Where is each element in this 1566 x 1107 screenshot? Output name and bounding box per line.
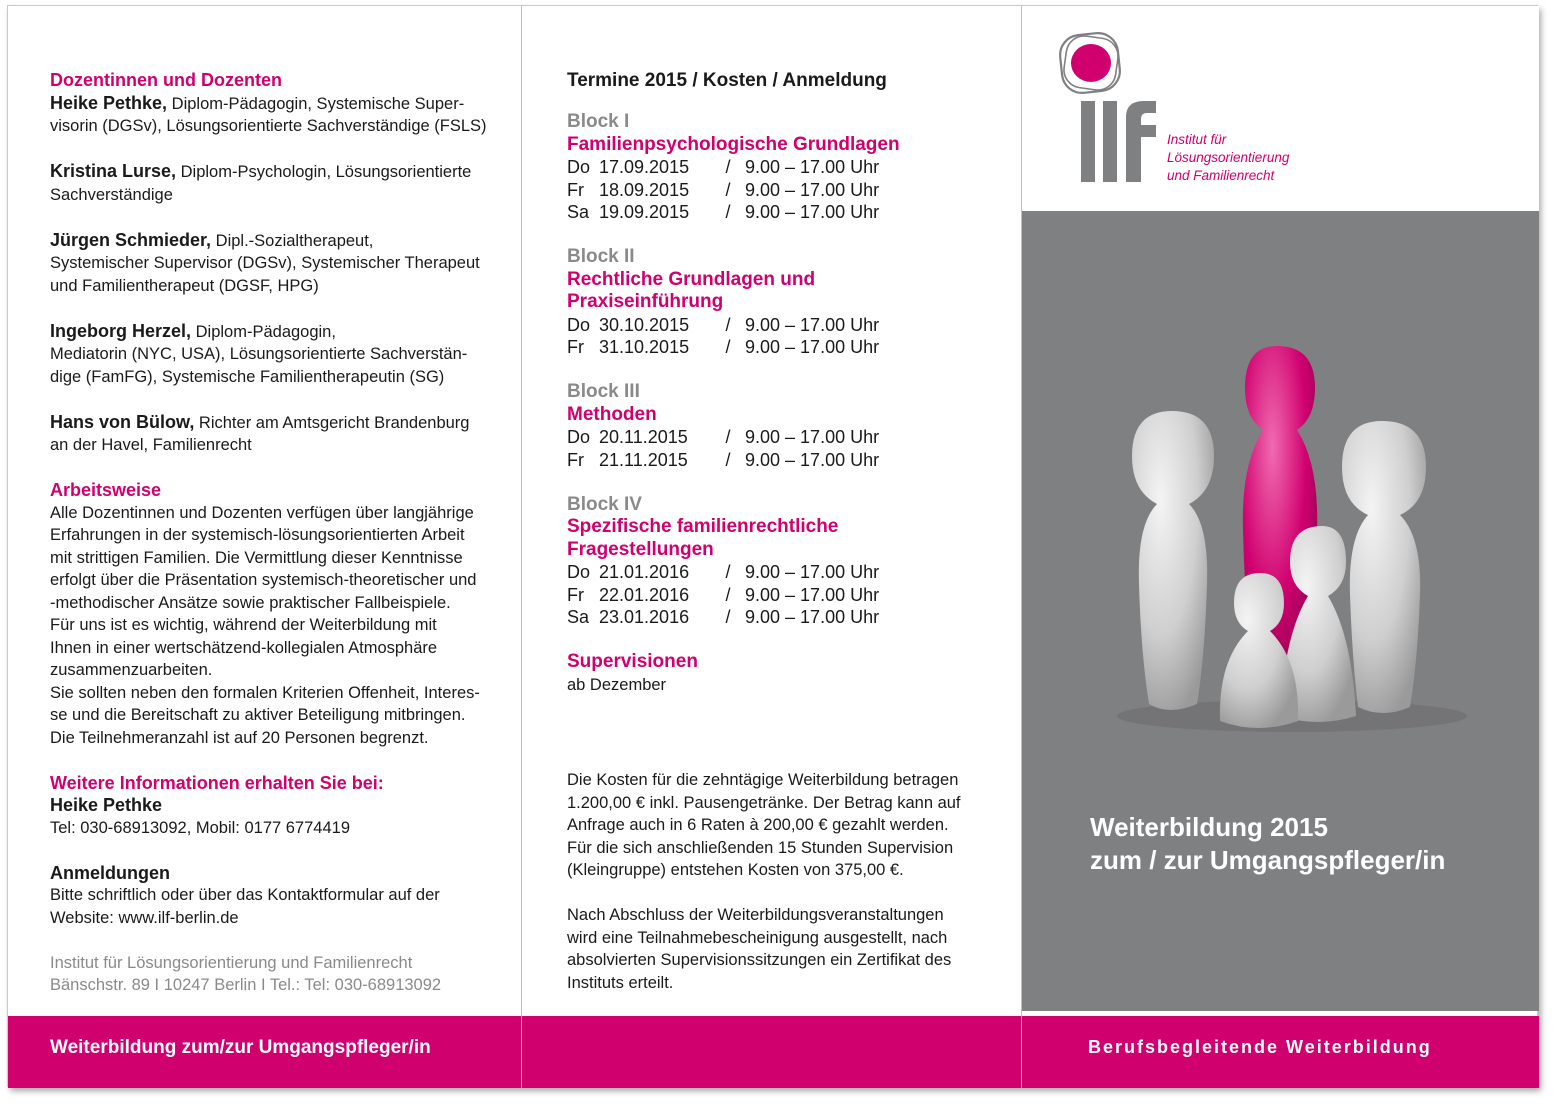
- date-value: 30.10.2015: [599, 314, 690, 335]
- date-time: 9.00 – 17.00 Uhr: [745, 607, 880, 627]
- date-value: 22.01.2016: [599, 584, 690, 605]
- date-row: [567, 606, 1011, 629]
- brochure-sheet: [7, 5, 1538, 1087]
- lecturer-entry: [50, 229, 497, 298]
- certificate-line: wird eine Teilnahmebescheinigung ausgestellt, nach: [567, 928, 948, 947]
- date-day: Fr: [567, 337, 584, 357]
- lecturer-name: Hans von Bülow,: [50, 411, 195, 432]
- address-line: Institut für Lösungsorientierung und Familienrecht: [50, 953, 413, 972]
- schedule-block: [567, 494, 1011, 629]
- cover-title: [1090, 811, 1445, 877]
- date-row: [567, 156, 1011, 179]
- block-title: Rechtliche Grundlagen und: [567, 268, 816, 290]
- method-line: Für uns ist es wichtig, während der Weiterbildung mit: [50, 616, 437, 634]
- lecturer-desc: visorin (DGSv), Lösungsorientierte Sachverständige (FSLS): [50, 117, 487, 135]
- lecturer-name: Kristina Lurse,: [50, 161, 177, 181]
- method-line: Alle Dozentinnen und Dozenten verfügen über langjährige: [50, 503, 474, 522]
- date-row: [567, 201, 1011, 224]
- date-value: 19.09.2015: [599, 202, 690, 222]
- costs-line: 1.200,00 € inkl. Pausengetränke. Der Betrag kann auf: [567, 793, 961, 812]
- date-day: Fr: [567, 179, 584, 200]
- registration-heading: Anmeldungen: [50, 862, 170, 883]
- registration-text: Bitte schriftlich oder über das Kontaktformular auf der: [50, 886, 440, 904]
- info-heading: Weitere Informationen erhalten Sie bei:: [50, 772, 384, 793]
- date-value: 23.01.2016: [599, 607, 690, 627]
- footer-bar-left: [8, 1016, 521, 1088]
- lecturer-desc: Dipl.-Sozialtherapeut,: [211, 231, 374, 250]
- certificate-line: Nach Abschluss der Weiterbildungsveranstaltungen: [567, 906, 944, 924]
- date-row: [567, 336, 1011, 359]
- panel-lecturers: [8, 6, 522, 1088]
- date-time: 9.00 – 17.00 Uhr: [745, 449, 880, 470]
- date-day: Do: [567, 157, 591, 177]
- date-separator: /: [725, 427, 731, 447]
- method-line: se und die Bereitschaft zu aktiver Beteiligung mitbringen.: [50, 706, 466, 724]
- date-row: [567, 426, 1011, 449]
- lecturer-desc: Systemischer Supervisor (DGSv), Systemischer Therapeut: [50, 254, 480, 272]
- panel1-content: [50, 69, 497, 997]
- date-day: Do: [567, 562, 591, 582]
- lecturer-desc: Mediatorin (NYC, USA), Lösungsorientierte Sachverstän-: [50, 345, 468, 363]
- schedule-block: [567, 111, 1011, 224]
- method-line: mit strittigen Familien. Die Vermittlung dieser Kenntnisse: [50, 548, 463, 567]
- date-time: 9.00 – 17.00 Uhr: [745, 202, 880, 222]
- cover-image-area: [1022, 211, 1539, 1011]
- logo-text-line: und Familienrecht: [1167, 168, 1275, 183]
- schedule-blocks: [567, 111, 1011, 651]
- lecturer-desc: und Familientherapeut (DGSF, HPG): [50, 276, 319, 295]
- date-separator: /: [725, 157, 731, 177]
- supervision-text: ab Dezember: [567, 675, 667, 694]
- method-line: erfolgt über die Präsentation systemisch-theoretischer und: [50, 571, 477, 589]
- date-day: Do: [567, 314, 591, 335]
- schedule-content: [567, 69, 1011, 696]
- info-contact: Tel: 030-68913092, Mobil: 0177 6774419: [50, 818, 350, 837]
- logo-text-line: Lösungsorientierung: [1167, 150, 1290, 165]
- lecturer-desc: Diplom-Pädagogin,: [191, 322, 336, 341]
- costs-section: [567, 769, 1001, 994]
- certificate-text: [567, 904, 1001, 994]
- date-value: 21.01.2016: [599, 562, 690, 582]
- lecturer-name: Ingeborg Herzel,: [50, 320, 192, 341]
- lecturer-name: Jürgen Schmieder,: [50, 229, 212, 250]
- wooden-figures-illustration: [1022, 311, 1539, 871]
- registration-website[interactable]: Website: www.ilf-berlin.de: [50, 908, 239, 927]
- lecturers-heading: Dozentinnen und Dozenten: [50, 70, 282, 90]
- supervision-heading: Supervisionen: [567, 651, 698, 672]
- date-separator: /: [725, 584, 731, 605]
- block-label: Block I: [567, 111, 630, 132]
- date-separator: /: [725, 607, 731, 627]
- method-line: Sie sollten neben den formalen Kriterien Offenheit, Interes-: [50, 683, 480, 702]
- block-title: Spezifische familienrechtliche: [567, 516, 839, 537]
- date-value: 17.09.2015: [599, 157, 690, 177]
- costs-line: Anfrage auch in 6 Raten à 200,00 € gezahlt werden.: [567, 816, 949, 834]
- block-title: Methoden: [567, 403, 657, 425]
- panel-cover: [1022, 6, 1539, 1088]
- date-day: Fr: [567, 449, 584, 470]
- date-day: Fr: [567, 584, 584, 605]
- date-separator: /: [725, 449, 731, 470]
- footer-bar-middle: [522, 1016, 1021, 1088]
- costs-line: Die Kosten für die zehntägige Weiterbildung betragen: [567, 771, 959, 789]
- date-row: [567, 314, 1011, 337]
- logo-area: [1022, 6, 1539, 211]
- date-value: 31.10.2015: [599, 337, 690, 357]
- block-title: Fragestellungen: [567, 538, 714, 560]
- block-label: Block III: [567, 381, 640, 402]
- date-value: 21.11.2015: [599, 449, 688, 470]
- schedule-title: Termine 2015 / Kosten / Anmeldung: [567, 70, 887, 91]
- cover-title-line: zum / zur Umgangspfleger/in: [1090, 845, 1446, 875]
- date-time: 9.00 – 17.00 Uhr: [745, 584, 880, 605]
- date-separator: /: [725, 562, 731, 582]
- date-time: 9.00 – 17.00 Uhr: [745, 314, 880, 335]
- method-heading: Arbeitsweise: [50, 480, 162, 500]
- block-title: Familienpsychologische Grundlagen: [567, 133, 900, 155]
- logo-text: [1167, 131, 1289, 185]
- block-label: Block IV: [567, 493, 642, 515]
- figure-right: [1342, 421, 1426, 713]
- date-time: 9.00 – 17.00 Uhr: [745, 562, 880, 582]
- lecturer-entry: [50, 320, 497, 389]
- address-line: Bänschstr. 89 I 10247 Berlin I Tel.: Tel: 030-68913092: [50, 976, 442, 994]
- method-line: Erfahrungen in der systemisch-lösungsorientierten Arbeit: [50, 526, 465, 544]
- date-row: [567, 449, 1011, 472]
- cover-title-line: Weiterbildung 2015: [1090, 812, 1328, 842]
- info-name: Heike Pethke: [50, 795, 163, 815]
- date-day: Do: [567, 427, 591, 447]
- date-separator: /: [725, 314, 731, 335]
- lecturer-entry: [50, 160, 497, 206]
- date-separator: /: [725, 337, 731, 357]
- date-time: 9.00 – 17.00 Uhr: [745, 337, 880, 357]
- block-title: Praxiseinführung: [567, 291, 724, 312]
- certificate-line: Instituts erteilt.: [567, 973, 674, 992]
- method-line: Die Teilnehmeranzahl ist auf 20 Personen begrenzt.: [50, 728, 429, 747]
- footer-right-text: Berufsbegleitende Weiterbildung: [1088, 1037, 1432, 1057]
- lecturer-name: Heike Pethke,: [50, 92, 168, 113]
- date-row: [567, 561, 1011, 584]
- certificate-line: absolvierten Supervisionssitzungen ein Zertifikat des: [567, 951, 952, 969]
- costs-text: [567, 769, 1001, 882]
- method-line: -methodischer Ansätze sowie praktischer Fallbeispiele.: [50, 593, 451, 612]
- date-time: 9.00 – 17.00 Uhr: [745, 427, 880, 447]
- date-day: Sa: [567, 202, 590, 222]
- costs-line: Für die sich anschließenden 15 Stunden Supervision: [567, 838, 954, 857]
- lecturer-desc: an der Havel, Familienrecht: [50, 436, 252, 454]
- lecturer-desc: Diplom-Psychologin, Lösungsorientierte: [176, 163, 472, 181]
- ilf-logo-icon: [1058, 31, 1198, 216]
- lecturer-entry: [50, 92, 497, 138]
- lecturer-desc: Diplom-Pädagogin, Systemische Super-: [167, 94, 465, 113]
- date-day: Sa: [567, 607, 590, 627]
- date-separator: /: [725, 202, 731, 222]
- method-line: zusammenzuarbeiten.: [50, 661, 213, 679]
- costs-line: (Kleingruppe) entstehen Kosten von 375,00 €.: [567, 861, 904, 879]
- date-time: 9.00 – 17.00 Uhr: [745, 179, 880, 200]
- lecturer-entry: [50, 411, 497, 457]
- lecturer-desc: Richter am Amtsgericht Brandenburg: [194, 413, 470, 432]
- date-row: [567, 584, 1011, 607]
- method-line: Ihnen in einer wertschätzend-kollegialen Atmosphäre: [50, 638, 438, 657]
- schedule-block: [567, 381, 1011, 471]
- block-label: Block II: [567, 246, 635, 267]
- method-text: [50, 502, 497, 750]
- schedule-block: [567, 246, 1011, 359]
- panel-schedule: [522, 6, 1022, 1088]
- footer-left-text: Weiterbildung zum/zur Umgangspfleger/in: [50, 1037, 431, 1058]
- lecturer-desc: dige (FamFG), Systemische Familientherapeutin (SG): [50, 367, 445, 386]
- figure-left: [1132, 411, 1214, 710]
- date-row: [567, 179, 1011, 202]
- footer-bar-right: [1022, 1016, 1539, 1088]
- logo-text-line: Institut für: [1167, 132, 1227, 147]
- date-separator: /: [725, 179, 731, 200]
- lecturer-desc: Sachverständige: [50, 185, 173, 204]
- date-value: 18.09.2015: [599, 179, 690, 200]
- date-value: 20.11.2015: [599, 427, 688, 447]
- date-time: 9.00 – 17.00 Uhr: [745, 157, 880, 177]
